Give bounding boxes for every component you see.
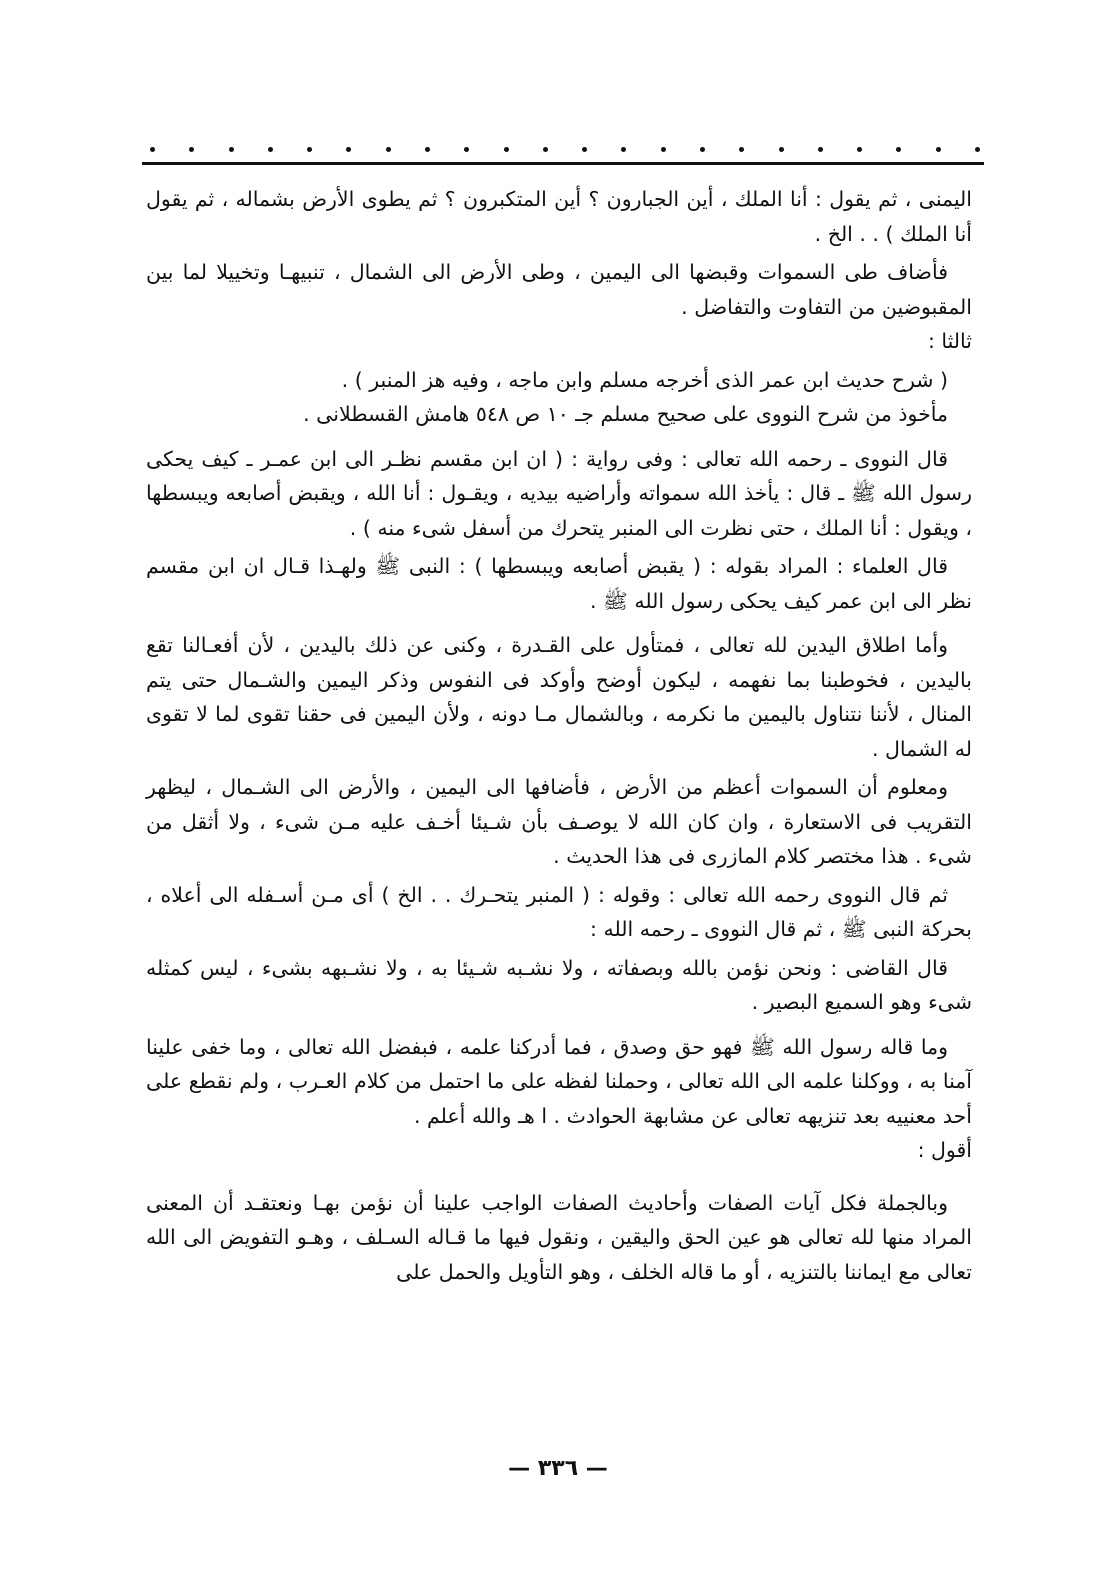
paragraph: قال النووى ـ رحمه الله تعالى : وفى رواية : ( ان ابن مقسم نظـر الى ابن عمـر ـ كيف يحكى رسول الله ﷺ ـ قال : يأخذ الله سمواته وأراضيه بيديه ، ويقـول : أنا الله ، ويقبض أصابعه ويبسطها ، ويقول : أنا الملك ، حتى نظرت الى المنبر يتحرك من أسفل شىء منه ) . xyxy=(146,446,972,540)
paragraph: ثم قال النووى رحمه الله تعالى : وقوله : ( المنبر يتحـرك . . الخ ) أى مـن أسـفله الى أعلاه ، بحركة النبى ﷺ ، ثم قال النووى ـ رحمه الله : xyxy=(146,882,972,941)
header-dotted-line xyxy=(150,142,980,156)
paragraph: قال القاضى : ونحن نؤمن بالله وبصفاته ، ولا نشـبه شـيئا به ، ولا نشـبهه بشىء ، ليس كمثله شىء وهو السميع البصير . xyxy=(146,955,972,1014)
paragraph: وأما اطلاق اليدين لله تعالى ، فمتأول على القـدرة ، وكنى عن ذلك باليدين ، لأن أفعـالنا تقع باليدين ، فخوطبنا بما نفهمه ، ليكون أوضح وأوكد فى النفوس وذكر اليمين والشـمال حتى يتم المنال ، لأننا نتناول باليمين ما نكرمه ، وبالشمال مـا دونه ، ولأن اليمين فى حقنا تقوى لما لا تقوى له الشمال . xyxy=(146,633,972,761)
page-body xyxy=(146,182,972,1289)
paragraph: وبالجملة فكل آيات الصفات وأحاديث الصفات الواجب علينا أن نؤمن بهـا ونعتقـد أن المعنى المراد منها لله تعالى هو عين الحق واليقين ، ونقول فيها ما قـاله السـلف ، وهـو التفويض الى الله تعالى مع ايماننا بالتنزيه ، أو ما قاله الخلف ، وهو التأويل والحمل على xyxy=(146,1190,972,1284)
page-number: — ٣٣٦ — xyxy=(508,1456,608,1481)
paragraph: ومعلوم أن السموات أعظم من الأرض ، فأضافها الى اليمين ، والأرض الى الشـمال ، ليظهر التقريب فى الاستعارة ، وان كان الله لا يوصـف بأن شـيئا أخـف عليه مـن شىء ، ولا أثقل من شىء . هذا مختصر كلام المازرى فى هذا الحديث . xyxy=(146,775,972,868)
section-heading: أقول : xyxy=(917,1138,972,1162)
paragraph: وما قاله رسول الله ﷺ فهو حق وصدق ، فما أدركنا علمه ، فبفضل الله تعالى ، وما خفى علينا آمنا به ، ووكلنا علمه الى الله تعالى ، وحملنا لفظه على ما احتمل من كلام العـرب ، ولم نقطع على أحد معنييه بعد تنزيهه تعالى عن مشابهة الحوادث . ا هـ والله أعلم . xyxy=(146,1034,972,1128)
paragraph: ( شرح حديث ابن عمر الذى أخرجه مسلم وابن ماجه ، وفيه هز المنبر ) . xyxy=(341,367,948,392)
paragraph: فأضاف طى السموات وقبضها الى اليمين ، وطى الأرض الى الشمال ، تنبيهـا وتخييلا لما بين المقبوضين من التفاوت والتفاضل . xyxy=(146,260,972,319)
paragraph: اليمنى ، ثم يقول : أنا الملك ، أين الجبارون ؟ أين المتكبرون ؟ ثم يطوى الأرض بشماله ، ثم يقول أنا الملك ) . . الخ . xyxy=(146,187,972,246)
paragraph: قال العلماء : المراد بقوله : ( يقبض أصابعه ويبسطها ) : النبى ﷺ ولهـذا قـال ان ابن مقسم نظر الى ابن عمر كيف يحكى رسول الله ﷺ . xyxy=(146,554,972,613)
header-rule xyxy=(142,162,984,165)
paragraph: مأخوذ من شرح النووى على صحيح مسلم جـ ١٠ ص ٥٤٨ هامش القسطلانى . xyxy=(303,402,948,426)
section-heading: ثالثا : xyxy=(927,329,972,353)
